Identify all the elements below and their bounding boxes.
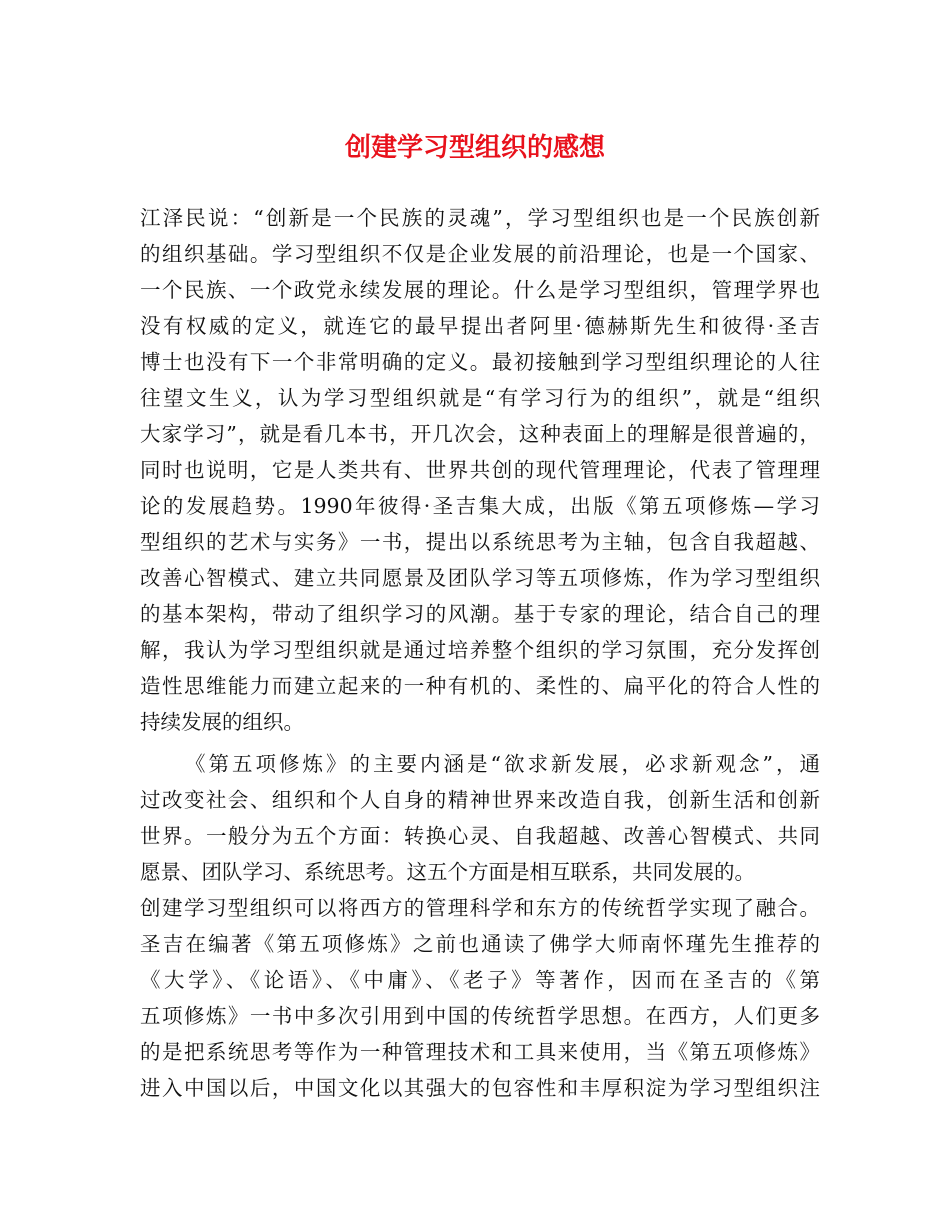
body-line: 愿景、团队学习、系统思考。这五个方面是相互联系，共同发展的。 [140,860,755,884]
body-line: 型组织的艺术与实务》一书，提出以系统思考为主轴，包含自我超越、 [140,530,820,554]
body-line: 江泽民说：“创新是一个民族的灵魂”，学习型组织也是一个民族创新 [140,206,820,230]
body-line: 世界。一般分为五个方面：转换心灵、自我超越、改善心智模式、共同 [140,824,820,848]
body-line: 造性思维能力而建立起来的一种有机的、柔性的、扁平化的符合人性的 [140,674,820,698]
body-line: 持续发展的组织。 [140,710,304,734]
body-line: 往望文生义，认为学习型组织就是“有学习行为的组织”，就是“组织 [140,386,820,410]
body-line: 过改变社会、组织和个人自身的精神世界来改造自我，创新生活和创新 [140,788,820,812]
body-line: 创建学习型组织可以将西方的管理科学和东方的传统哲学实现了融合。 [140,896,820,920]
body-line: 五项修炼》一书中多次引用到中国的传统哲学思想。在西方，人们更多 [140,1004,820,1028]
body-line: 《第五项修炼》的主要内涵是“欲求新发展，必求新观念”，通 [185,752,820,776]
body-line: 的基本架构，带动了组织学习的风潮。基于专家的理论，结合自己的理 [140,602,820,626]
body-line: 《大学》、《论语》、《中庸》、《老子》等著作，因而在圣吉的《第 [140,968,820,992]
body-line: 的组织基础。学习型组织不仅是企业发展的前沿理论，也是一个国家、 [140,242,820,266]
body-line: 没有权威的定义，就连它的最早提出者阿里·德赫斯先生和彼得·圣吉 [140,314,820,338]
body-line: 解，我认为学习型组织就是通过培养整个组织的学习氛围，充分发挥创 [140,638,820,662]
body-line: 大家学习”，就是看几本书，开几次会，这种表面上的理解是很普遍的， [140,422,820,446]
body-line: 博士也没有下一个非常明确的定义。最初接触到学习型组织理论的人往 [140,350,820,374]
body-line: 改善心智模式、建立共同愿景及团队学习等五项修炼，作为学习型组织 [140,566,820,590]
body-line: 论的发展趋势。1990年彼得·圣吉集大成，出版《第五项修炼—学习 [140,494,820,518]
body-line: 同时也说明，它是人类共有、世界共创的现代管理理论，代表了管理理 [140,458,820,482]
body-line: 圣吉在编著《第五项修炼》之前也通读了佛学大师南怀瑾先生推荐的 [140,932,820,956]
body-line: 的是把系统思考等作为一种管理技术和工具来使用，当《第五项修炼》 [140,1040,820,1064]
body-line: 进入中国以后，中国文化以其强大的包容性和丰厚积淀为学习型组织注 [140,1076,820,1100]
body-line: 一个民族、一个政党永续发展的理论。什么是学习型组织，管理学界也 [140,278,820,302]
document-title: 创建学习型组织的感想 [344,133,605,163]
